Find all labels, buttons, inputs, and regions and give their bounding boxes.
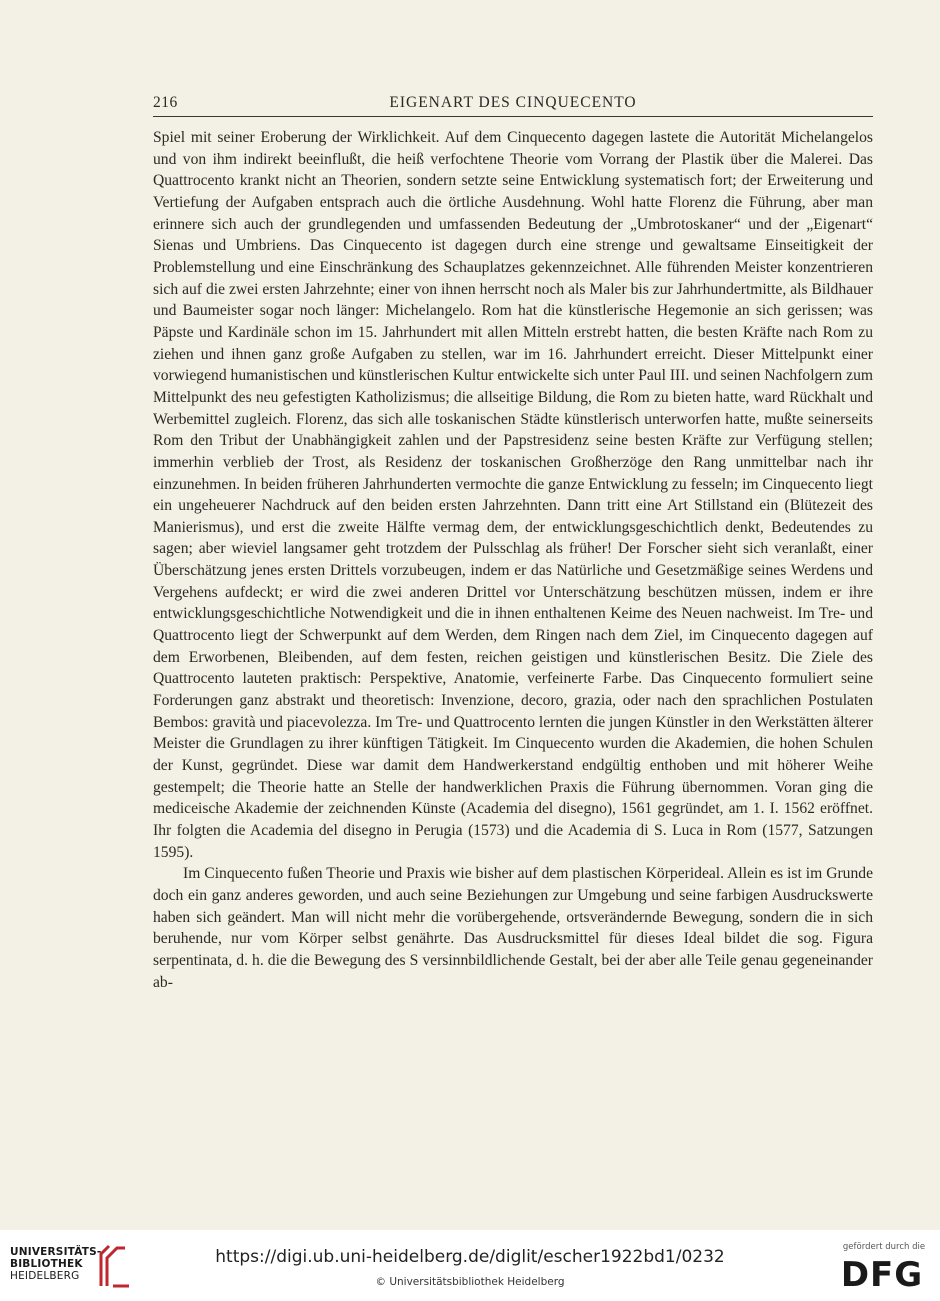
page-number: 216 xyxy=(153,94,178,111)
library-name xyxy=(10,1246,101,1282)
library-name-line3: HEIDELBERG xyxy=(10,1270,80,1282)
running-title: EIGENART DES CINQUECENTO xyxy=(389,94,637,111)
body-text xyxy=(153,127,873,993)
dfg-logo-icon xyxy=(834,1256,930,1290)
library-name-line1: UNIVERSITÄTS- xyxy=(10,1246,102,1258)
library-logo-icon xyxy=(95,1240,131,1290)
permalink-url[interactable]: https://digi.ub.uni-heidelberg.de/diglit/escher1922bd1/0232 xyxy=(215,1247,725,1267)
library-name-line2: BIBLIOTHEK xyxy=(10,1258,83,1270)
dfg-logo-text: DFG xyxy=(840,1256,924,1290)
copyright-notice: © Universitätsbibliothek Heidelberg xyxy=(375,1276,565,1288)
funding-caption: gefördert durch die xyxy=(842,1242,926,1252)
paragraph-1: Spiel mit seiner Eroberung der Wirklichkeit. Auf dem Cinquecento dagegen lastete die Autorität Michelangelos und von ihm indirekt beeinflußt, die heiß verfochtene Theorie vom Vorrang der Plastik über die Malerei. Das Quattrocento krankt nicht an Theorien, sondern setzte seine Entwicklung systematisch fort; der Erweiterung und Vertiefung der Aufgaben entsprach auch die örtliche Ausdehnung. Wohl hatte Florenz die Führung, aber man erinnere sich auch der grundlegenden und umfassenden Bedeutung der „Umbrotoskaner“ und der „Eigenart“ Sienas und Umbriens. Das Cinquecento ist dagegen durch eine strenge und gewaltsame Einseitigkeit der Problemstellung und eine Einschränkung des Schauplatzes gekennzeichnet. Alle führenden Meister konzentrieren sich auf die zwei ersten Jahrzehnte; einer von ihnen herrscht noch als Maler bis zur Jahrhundertmitte, als Bildhauer und Baumeister sogar noch länger: Michelangelo. Rom hat die künstlerische Hegemonie an sich gerissen; was Päpste und Kardinäle schon im 15. Jahrhundert mit allen Mitteln erstrebt hatten, die besten Kräfte nach Rom zu ziehen und ihnen ganz große Aufgaben zu stellen, war im 16. Jahrhundert erreicht. Dieser Mittelpunkt einer vorwiegend humanistischen und künstlerischen Kultur entwickelte sich unter Paul III. und seinen Nachfolgern zum Mittelpunkt des neu gefestigten Katholizismus; die allseitige Bildung, die Rom zu bieten hatte, ward Rückhalt und Werbemittel zugleich. Florenz, das sich alle toskanischen Städte künstlerisch unterworfen hatte, mußte seinerseits Rom den Tribut der Unabhängigkeit zahlen und der Papstresidenz seine besten Kräfte zur Verfügung stellen; immerhin verblieb der Trost, als Residenz der toskanischen Großherzöge den Rang unmittelbar nach ihr einzunehmen. In beiden früheren Jahrhunderten vermochte die ganze Entwicklung zu fesseln; im Cinquecento liegt ein ungeheuerer Nachdruck auf den beiden ersten Jahrzehnten. Dann tritt eine Art Stillstand ein (Blütezeit des Manierismus), und erst die zweite Hälfte vermag dem, der entwicklungsgeschichtlich denkt, Bedeutendes zu sagen; aber wieviel langsamer geht trotzdem der Pulsschlag als früher! Der Forscher sieht sich veranlaßt, einer Überschätzung jenes ersten Drittels vorzubeugen, indem er das Natürliche und Gesetzmäßige seines Werdens und Vergehens aufdeckt; er wird die zwei anderen Drittel vor Unterschätzung beschützen müssen, indem er ihre entwicklungsgeschichtliche Notwendigkeit und die in ihnen enthaltenen Keime des Neuen nachweist. Im Tre- und Quattrocento liegt der Schwerpunkt auf dem Werden, dem Ringen nach dem Ziel, im Cinquecento dagegen auf dem Erworbenen, Bleibenden, auf dem festen, reichen geistigen und künstlerischen Besitz. Die Ziele des Quattrocento lauteten praktisch: Perspektive, Anatomie, verfeinerte Farbe. Das Cinquecento formuliert seine Forderungen ganz abstrakt und theoretisch: Invenzione, decoro, grazia, oder nach den sprachlichen Postulaten Bembos: gravità und piacevolezza. Im Tre- und Quattrocento lernten die jungen Künstler in den Werkstätten älterer Meister die Grundlagen zu ihrer künftigen Tätigkeit. Im Cinquecento wurden die Akademien, die hohen Schulen der Kunst, gegründet. Diese war damit dem Handwerkerstand endgültig enthoben und mit höherer Weihe gestempelt; die Theorie hatte an Stelle der handwerklichen Praxis die Führung übernommen. Voran ging die mediceische Akademie der zeichnenden Künste (Academia del disegno), 1561 gegründet, am 1. I. 1562 eröffnet. Ihr folgten die Academia del disegno in Perugia (1573) und die Academia di S. Luca in Rom (1577, Satzungen 1595). xyxy=(153,129,873,861)
viewer-footer xyxy=(0,1230,940,1301)
paragraph-2: Im Cinquecento fußen Theorie und Praxis wie bisher auf dem plastischen Körperideal. Allein es ist im Grunde doch ein ganz anderes geworden, und auch seine Beziehungen zur Umgebung und seine farbigen Ausdruckswerte haben sich geändert. Man will nicht mehr die vorübergehende, ortsverändernde Bewegung, sondern die in sich beruhende, nur vom Körper selbst genährte. Das Ausdrucksmittel für dieses Ideal bildet die sog. Figura serpentinata, d. h. die die Bewegung des S versinnbildlichende Gestalt, bei der aber alle Teile genau gegeneinander ab- xyxy=(153,865,873,991)
page-header xyxy=(153,92,873,117)
